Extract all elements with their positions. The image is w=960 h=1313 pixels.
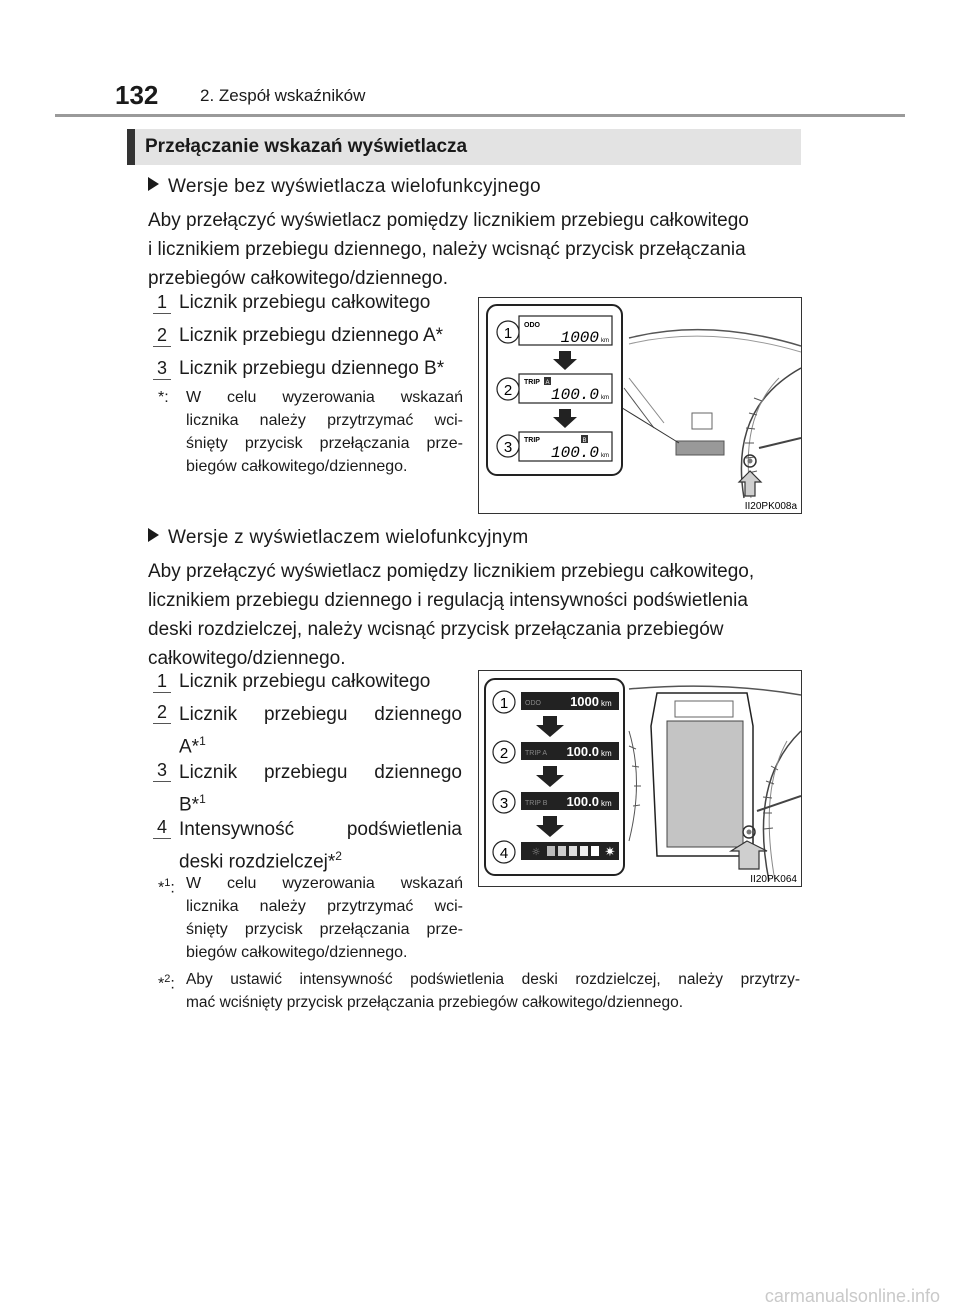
list-item (152, 291, 430, 314)
superscript: 1 (199, 734, 206, 748)
paragraph-1 (148, 206, 800, 293)
odometer-tag: ODO (524, 322, 540, 329)
subtitle-text: Wersje z wyświetlaczem wielofunkcyjnym (168, 527, 529, 548)
paragraph-line: Aby przełączyć wyświetlacz pomiędzy licznikiem przebiegu całkowitego, (148, 561, 755, 582)
list-item (152, 357, 444, 380)
footnote-line: Aby ustawić intensywność podświetlenia deski rozdzielczej, należy przytrzy- (186, 971, 800, 988)
footnote-line: licznika należy przytrzymać wci- (186, 412, 463, 429)
asterisk: * (158, 975, 165, 993)
footnote-marker: *: (158, 389, 169, 406)
item-label: Licznik przebiegu dziennego (179, 762, 462, 783)
figure-label: 2 (503, 382, 513, 399)
item-number: 3 (152, 759, 172, 781)
item-label: Licznik przebiegu całkowitego (179, 292, 431, 313)
item-label-cont: B* (179, 794, 200, 816)
bright-sun-icon: ✷ (604, 845, 616, 860)
unit-label: km (601, 453, 609, 459)
footnote-line: śnięty przycisk przełączania prze- (186, 921, 463, 938)
triangle-bullet-icon (148, 177, 159, 191)
footnote-marker: *$^2$: (158, 973, 175, 993)
paragraph-line: i licznikiem przebiegu dziennego, należy wcisnąć przycisk przełączania (148, 239, 746, 260)
item-number: 1 (152, 291, 172, 313)
figure-odometer-no-display (478, 297, 802, 514)
instrument-cluster-illustration (479, 671, 801, 886)
list-item (152, 759, 462, 818)
item-number: 1 (152, 670, 172, 692)
figure-label: 3 (499, 795, 509, 812)
subtitle-without-display (148, 176, 541, 198)
watermark: carmanualsonline.info (764, 1286, 940, 1306)
unit-label: km (601, 749, 612, 758)
item-label: Licznik przebiegu dziennego B* (179, 358, 445, 379)
triangle-bullet-icon (148, 528, 159, 542)
footnote-marker: *$^1$: (158, 877, 175, 897)
footnote-line: licznika należy przytrzymać wci- (186, 898, 463, 915)
figure-odometer-with-display (478, 670, 802, 887)
list-item (152, 324, 443, 347)
trip-b-value: 100.0 (566, 794, 599, 809)
page-number: 132 (115, 80, 159, 110)
trip-a-value: 100.0 (550, 386, 599, 404)
trip-tag: TRIP A (525, 750, 548, 757)
item-label: Intensywność podświetlenia (179, 819, 462, 840)
trip-b-value: 100.0 (550, 444, 599, 462)
trip-a-value: 100.0 (566, 744, 599, 759)
figure-code: II20PK008a (744, 501, 797, 512)
item-label: Licznik przebiegu dziennego (179, 704, 462, 725)
figure-label: 4 (499, 845, 509, 862)
paragraph-line: licznikiem przebiegu dziennego i regulacją intensywności podświetlenia (148, 590, 748, 611)
odometer-tag: ODO (525, 700, 541, 707)
paragraph-line: deski rozdzielczej, należy wcisnąć przycisk przełączania przebiegów (148, 619, 724, 640)
odometer-value: 1000 (570, 694, 599, 709)
footnote-1 (158, 386, 463, 478)
unit-label: km (601, 799, 612, 808)
unit-label: km (601, 699, 612, 708)
footnote-3 (158, 968, 800, 1014)
trip-tag: TRIP (524, 437, 540, 444)
footnote-line: biegów całkowitego/dziennego. (186, 944, 408, 961)
item-number: 3 (152, 357, 172, 379)
list-item (152, 701, 462, 760)
list-item (152, 670, 430, 693)
odometer-value: 1000 (560, 329, 599, 347)
trip-sub-tag: B (582, 438, 587, 444)
list-item (152, 816, 462, 875)
asterisk: * (158, 879, 165, 897)
superscript: 2 (335, 849, 342, 863)
unit-label: km (601, 395, 609, 401)
item-label-cont: deski rozdzielczej* (179, 851, 336, 873)
paragraph-line: przebiegów całkowitego/dziennego. (148, 268, 448, 289)
superscript: 2 (164, 973, 171, 985)
figure-label: 3 (503, 439, 513, 456)
footnote-line: biegów całkowitego/dziennego. (186, 458, 408, 475)
item-label: Licznik przebiegu dziennego A* (179, 325, 444, 346)
figure-label: 2 (499, 745, 509, 762)
instrument-cluster-illustration (479, 298, 801, 513)
trip-sub-tag: A (545, 380, 550, 386)
footnote-line: mać wciśnięty przycisk przełączania przebiegów całkowitego/dziennego. (186, 994, 684, 1011)
item-label-cont: A* (179, 736, 200, 758)
figure-label: 1 (499, 695, 509, 712)
trip-tag: TRIP (524, 379, 540, 386)
paragraph-line: Aby przełączyć wyświetlacz pomiędzy licznikiem przebiegu całkowitego (148, 210, 749, 231)
item-label: Licznik przebiegu całkowitego (179, 671, 431, 692)
section-heading (127, 129, 801, 165)
figure-code: II20PK064 (750, 874, 797, 885)
paragraph-2 (148, 557, 800, 673)
superscript: 1 (199, 792, 206, 806)
footnote-line: śnięty przycisk przełączania prze- (186, 435, 463, 452)
item-number: 2 (152, 701, 172, 723)
subtitle-text: Wersje bez wyświetlacza wielofunkcyjnego (168, 176, 541, 197)
superscript: 1 (164, 877, 171, 889)
unit-label: km (601, 338, 609, 344)
header-rule (55, 114, 905, 117)
item-number: 2 (152, 324, 172, 346)
footnote-line: W celu wyzerowania wskazań (186, 875, 463, 892)
trip-tag: TRIP B (525, 800, 548, 807)
paragraph-line: całkowitego/dziennego. (148, 648, 346, 669)
footnote-2 (158, 872, 463, 964)
chapter-title: 2. Zespół wskaźników (200, 86, 366, 105)
figure-label: 1 (503, 325, 513, 342)
section-heading-bar (127, 129, 135, 165)
item-number: 4 (152, 816, 172, 838)
footnote-line: W celu wyzerowania wskazań (186, 389, 463, 406)
section-title: Przełączanie wskazań wyświetlacza (145, 136, 468, 157)
subtitle-with-display (148, 527, 529, 549)
dim-sun-icon: ☼ (531, 847, 541, 858)
